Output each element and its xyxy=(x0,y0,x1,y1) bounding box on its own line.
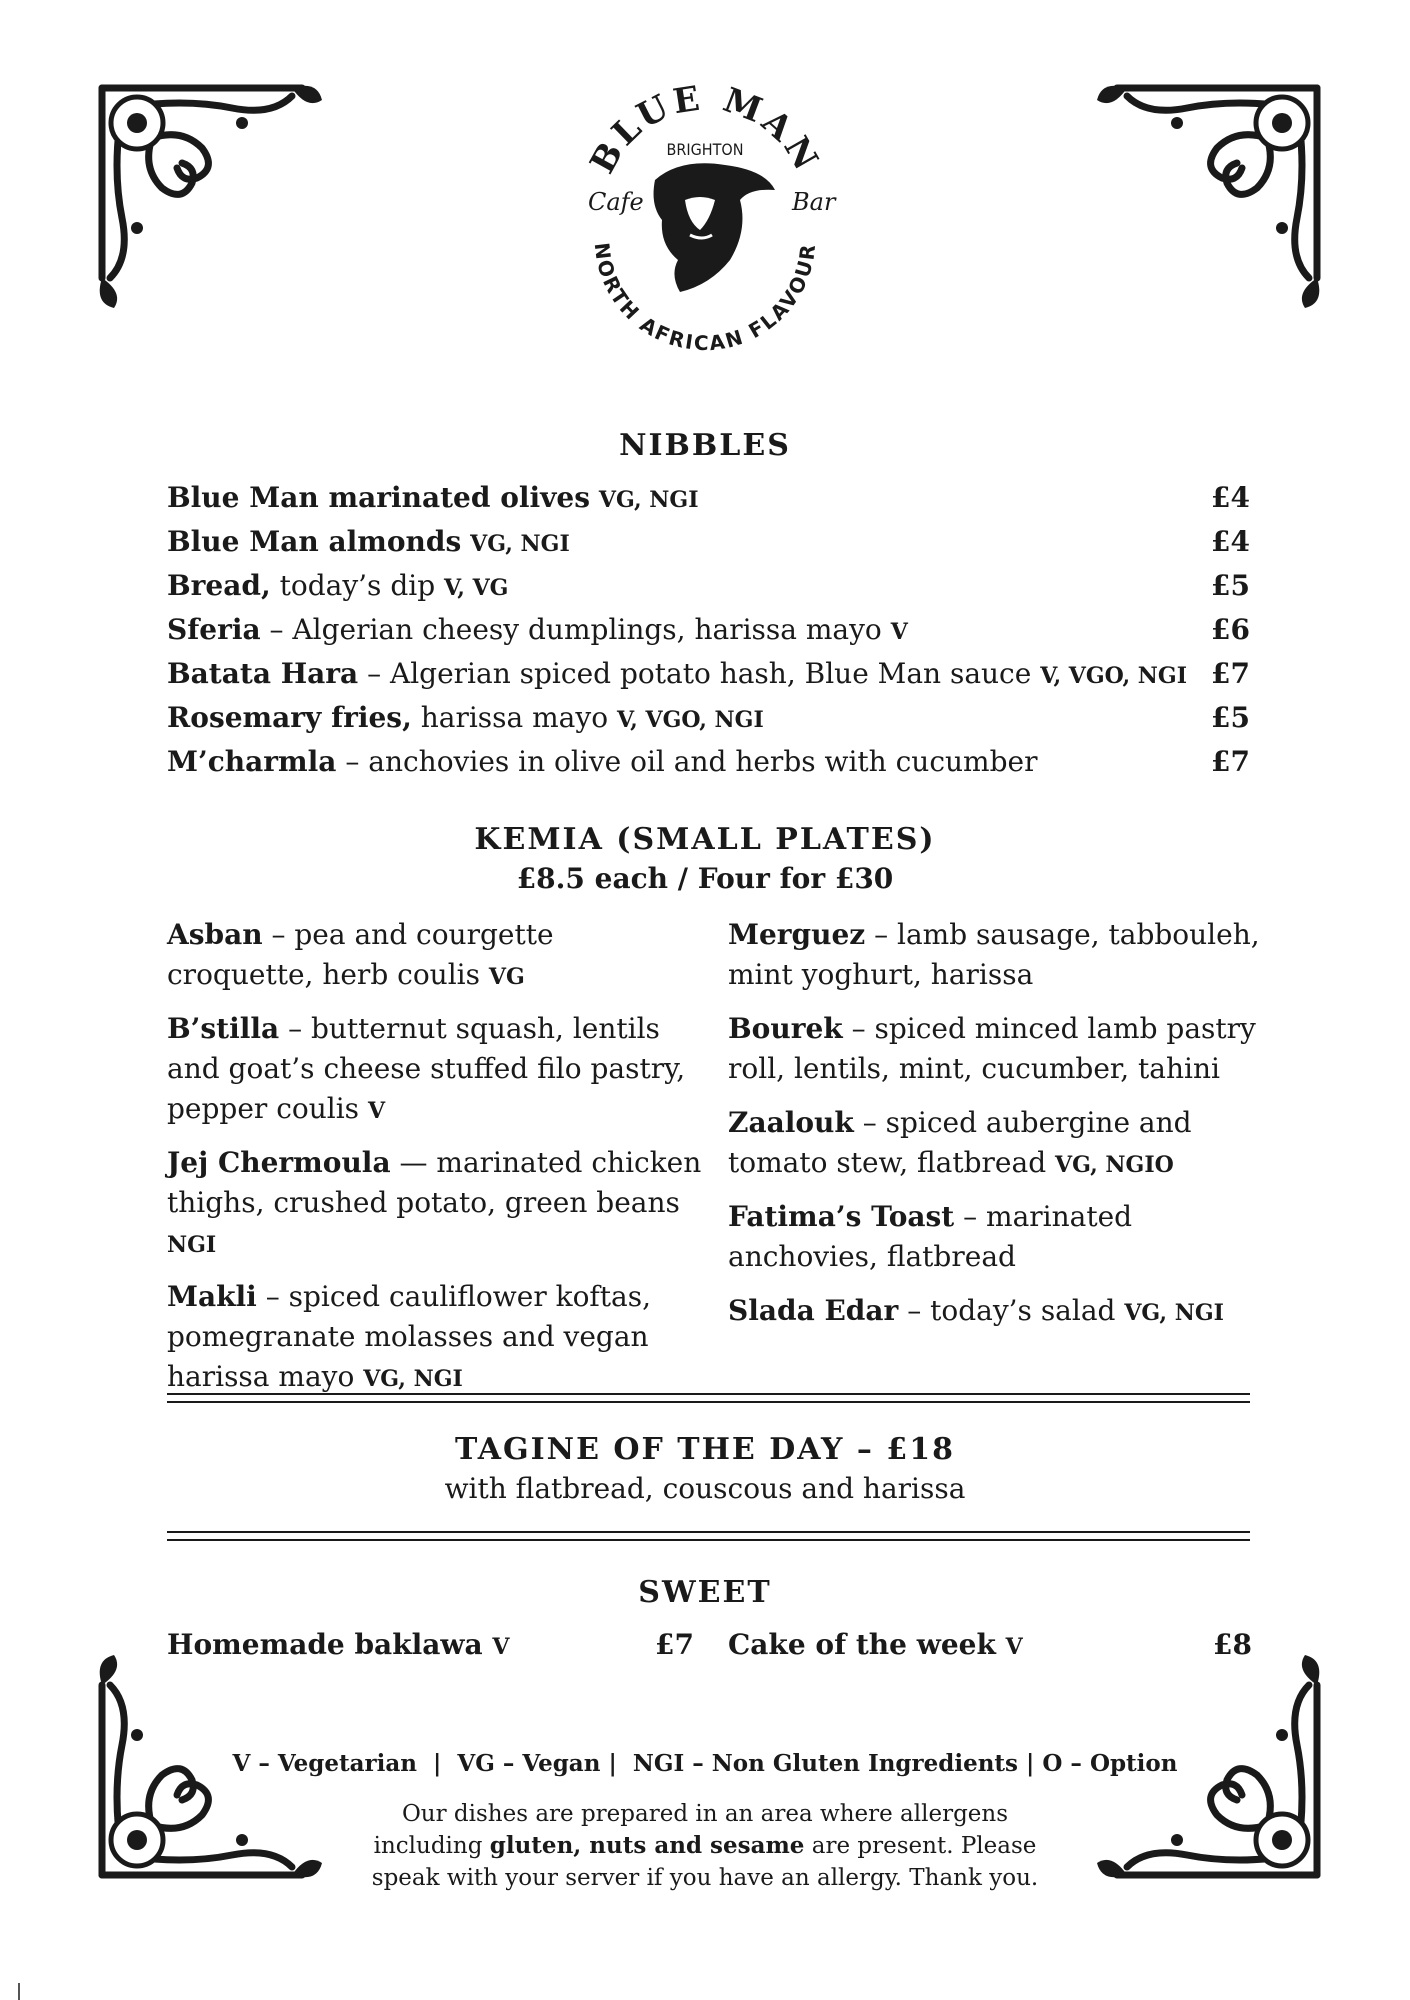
item-description: – spiced aubergine and tomato stew, flatbread xyxy=(728,1106,1192,1179)
item-name: B’stilla xyxy=(167,1012,280,1045)
item-tags: VG, NGI xyxy=(363,1366,463,1392)
kemia-item xyxy=(728,1291,1268,1333)
sweet-item-tags: V xyxy=(1005,1634,1023,1660)
divider xyxy=(167,1393,1250,1403)
item-tags: VG, NGI xyxy=(1124,1300,1224,1326)
item-name: Asban xyxy=(167,918,263,951)
kemia-item xyxy=(167,1143,707,1265)
allergy-note-bold: gluten, nuts and sesame xyxy=(489,1832,805,1859)
edge-mark xyxy=(18,1983,20,2000)
item-name: Blue Man marinated olives xyxy=(167,481,590,514)
logo-tagline: NORTH AFRICAN FLAVOUR xyxy=(589,241,821,356)
item-name: Zaalouk xyxy=(728,1106,854,1139)
corner-ornament-icon xyxy=(92,78,327,313)
item-name: Slada Edar xyxy=(728,1294,899,1327)
sweet-item-price: £8 xyxy=(1213,1628,1252,1661)
item-name: Merguez xyxy=(728,918,866,951)
item-description: – Algerian spiced potato hash, Blue Man sauce xyxy=(358,657,1032,690)
item-tags: VG, NGIO xyxy=(1055,1152,1174,1178)
item-name: Rosemary fries, xyxy=(167,701,412,734)
item-description: – Algerian cheesy dumplings, harissa mayo xyxy=(260,613,882,646)
item-tags: VG xyxy=(488,964,525,990)
nibbles-row xyxy=(167,742,1250,782)
item-name: Blue Man almonds xyxy=(167,525,462,558)
item-price: £4 xyxy=(1211,481,1250,514)
nibbles-row xyxy=(167,566,1250,606)
item-description: harissa mayo xyxy=(411,701,609,734)
sweet-item-price: £7 xyxy=(655,1628,694,1661)
tagine-title: TAGINE OF THE DAY – £18 xyxy=(455,1432,955,1467)
kemia-item xyxy=(728,915,1268,997)
item-price: £5 xyxy=(1211,701,1250,734)
logo-left-word: Cafe xyxy=(588,188,644,216)
nibbles-row xyxy=(167,654,1250,694)
sweet-title: SWEET xyxy=(638,1575,772,1610)
sweet-item-name: Cake of the week xyxy=(728,1628,996,1661)
item-price: £6 xyxy=(1211,613,1250,646)
kemia-item xyxy=(728,1197,1268,1279)
kemia-item xyxy=(167,1277,707,1399)
sweet-item-tags: V xyxy=(492,1634,510,1660)
kemia-item xyxy=(167,1009,707,1131)
item-description: — marinated chicken thighs, crushed potato, green beans xyxy=(167,1146,702,1219)
logo-city: BRIGHTON xyxy=(666,140,744,159)
sweet-item xyxy=(728,1625,1023,1665)
item-tags: V, VGO, NGI xyxy=(1040,663,1187,689)
item-name: Batata Hara xyxy=(167,657,359,690)
kemia-subtitle: £8.5 each / Four for £30 xyxy=(516,862,894,895)
item-tags: VG, NGI xyxy=(470,531,570,557)
logo-name: BLUE MAN xyxy=(582,78,828,181)
item-tags: V, VGO, NGI xyxy=(616,707,764,733)
allergy-note-post: are present. Please speak with your server if you have an allergy. Thank you. xyxy=(371,1833,1039,1891)
nibbles-title: NIBBLES xyxy=(619,428,791,463)
item-description: – marinated anchovies, flatbread xyxy=(728,1200,1133,1273)
item-price: £7 xyxy=(1211,745,1250,778)
kemia-title: KEMIA (SMALL PLATES) xyxy=(474,822,936,857)
item-name: M’charmla xyxy=(167,745,337,778)
item-price: £7 xyxy=(1211,657,1250,690)
item-tags: V, VG xyxy=(444,575,509,601)
allergy-note xyxy=(355,1798,1055,1894)
nibbles-row xyxy=(167,522,1250,562)
item-tags: VG, NGI xyxy=(598,487,699,513)
item-name: Jej Chermoula xyxy=(167,1146,391,1179)
kemia-left-column xyxy=(167,915,707,1411)
item-description: – butternut squash, lentils and goat’s cheese stuffed filo pastry, pepper coulis xyxy=(167,1012,686,1125)
nibbles-row xyxy=(167,698,1250,738)
kemia-right-column xyxy=(728,915,1268,1345)
portrait-icon xyxy=(654,163,775,292)
item-description: – spiced minced lamb pastry roll, lentils, mint, cucumber, tahini xyxy=(728,1012,1256,1085)
item-description: – spiced cauliflower koftas, pomegranate molasses and vegan harissa mayo xyxy=(167,1280,652,1393)
tagine-subtitle: with flatbread, couscous and harissa xyxy=(444,1472,966,1505)
divider xyxy=(167,1531,1250,1541)
item-description: – pea and courgette croquette, herb coulis xyxy=(167,918,554,991)
sweet-item-name: Homemade baklawa xyxy=(167,1628,483,1661)
item-tags: V xyxy=(890,619,908,645)
nibbles-row xyxy=(167,478,1250,518)
item-description: – today’s salad xyxy=(898,1294,1116,1327)
item-name: Bourek xyxy=(728,1012,843,1045)
item-description: – anchovies in olive oil and herbs with cucumber xyxy=(336,745,1038,778)
item-name: Fatima’s Toast xyxy=(728,1200,955,1233)
sweet-item xyxy=(167,1625,509,1665)
corner-ornament-icon xyxy=(1092,78,1327,313)
item-tags: NGI xyxy=(167,1232,217,1258)
item-description: – lamb sausage, tabbouleh, mint yoghurt, harissa xyxy=(728,918,1260,991)
item-price: £4 xyxy=(1211,525,1250,558)
item-name: Makli xyxy=(167,1280,257,1313)
item-tags: V xyxy=(367,1098,386,1124)
kemia-item xyxy=(728,1009,1268,1091)
kemia-item xyxy=(728,1103,1268,1185)
logo-right-word: Bar xyxy=(792,188,836,216)
allergy-note-pre: Our dishes are prepared in an area where allergens including xyxy=(373,1801,1009,1859)
item-name: Sferia xyxy=(167,613,261,646)
dietary-legend: V – Vegetarian | VG – Vegan | NGI – Non Gluten Ingredients | O – Option xyxy=(232,1750,1178,1777)
item-price: £5 xyxy=(1211,569,1250,602)
item-name: Bread, xyxy=(167,569,271,602)
blue-man-logo xyxy=(560,70,850,370)
kemia-item xyxy=(167,915,707,997)
item-description: today’s dip xyxy=(270,569,436,602)
nibbles-row xyxy=(167,610,1250,650)
